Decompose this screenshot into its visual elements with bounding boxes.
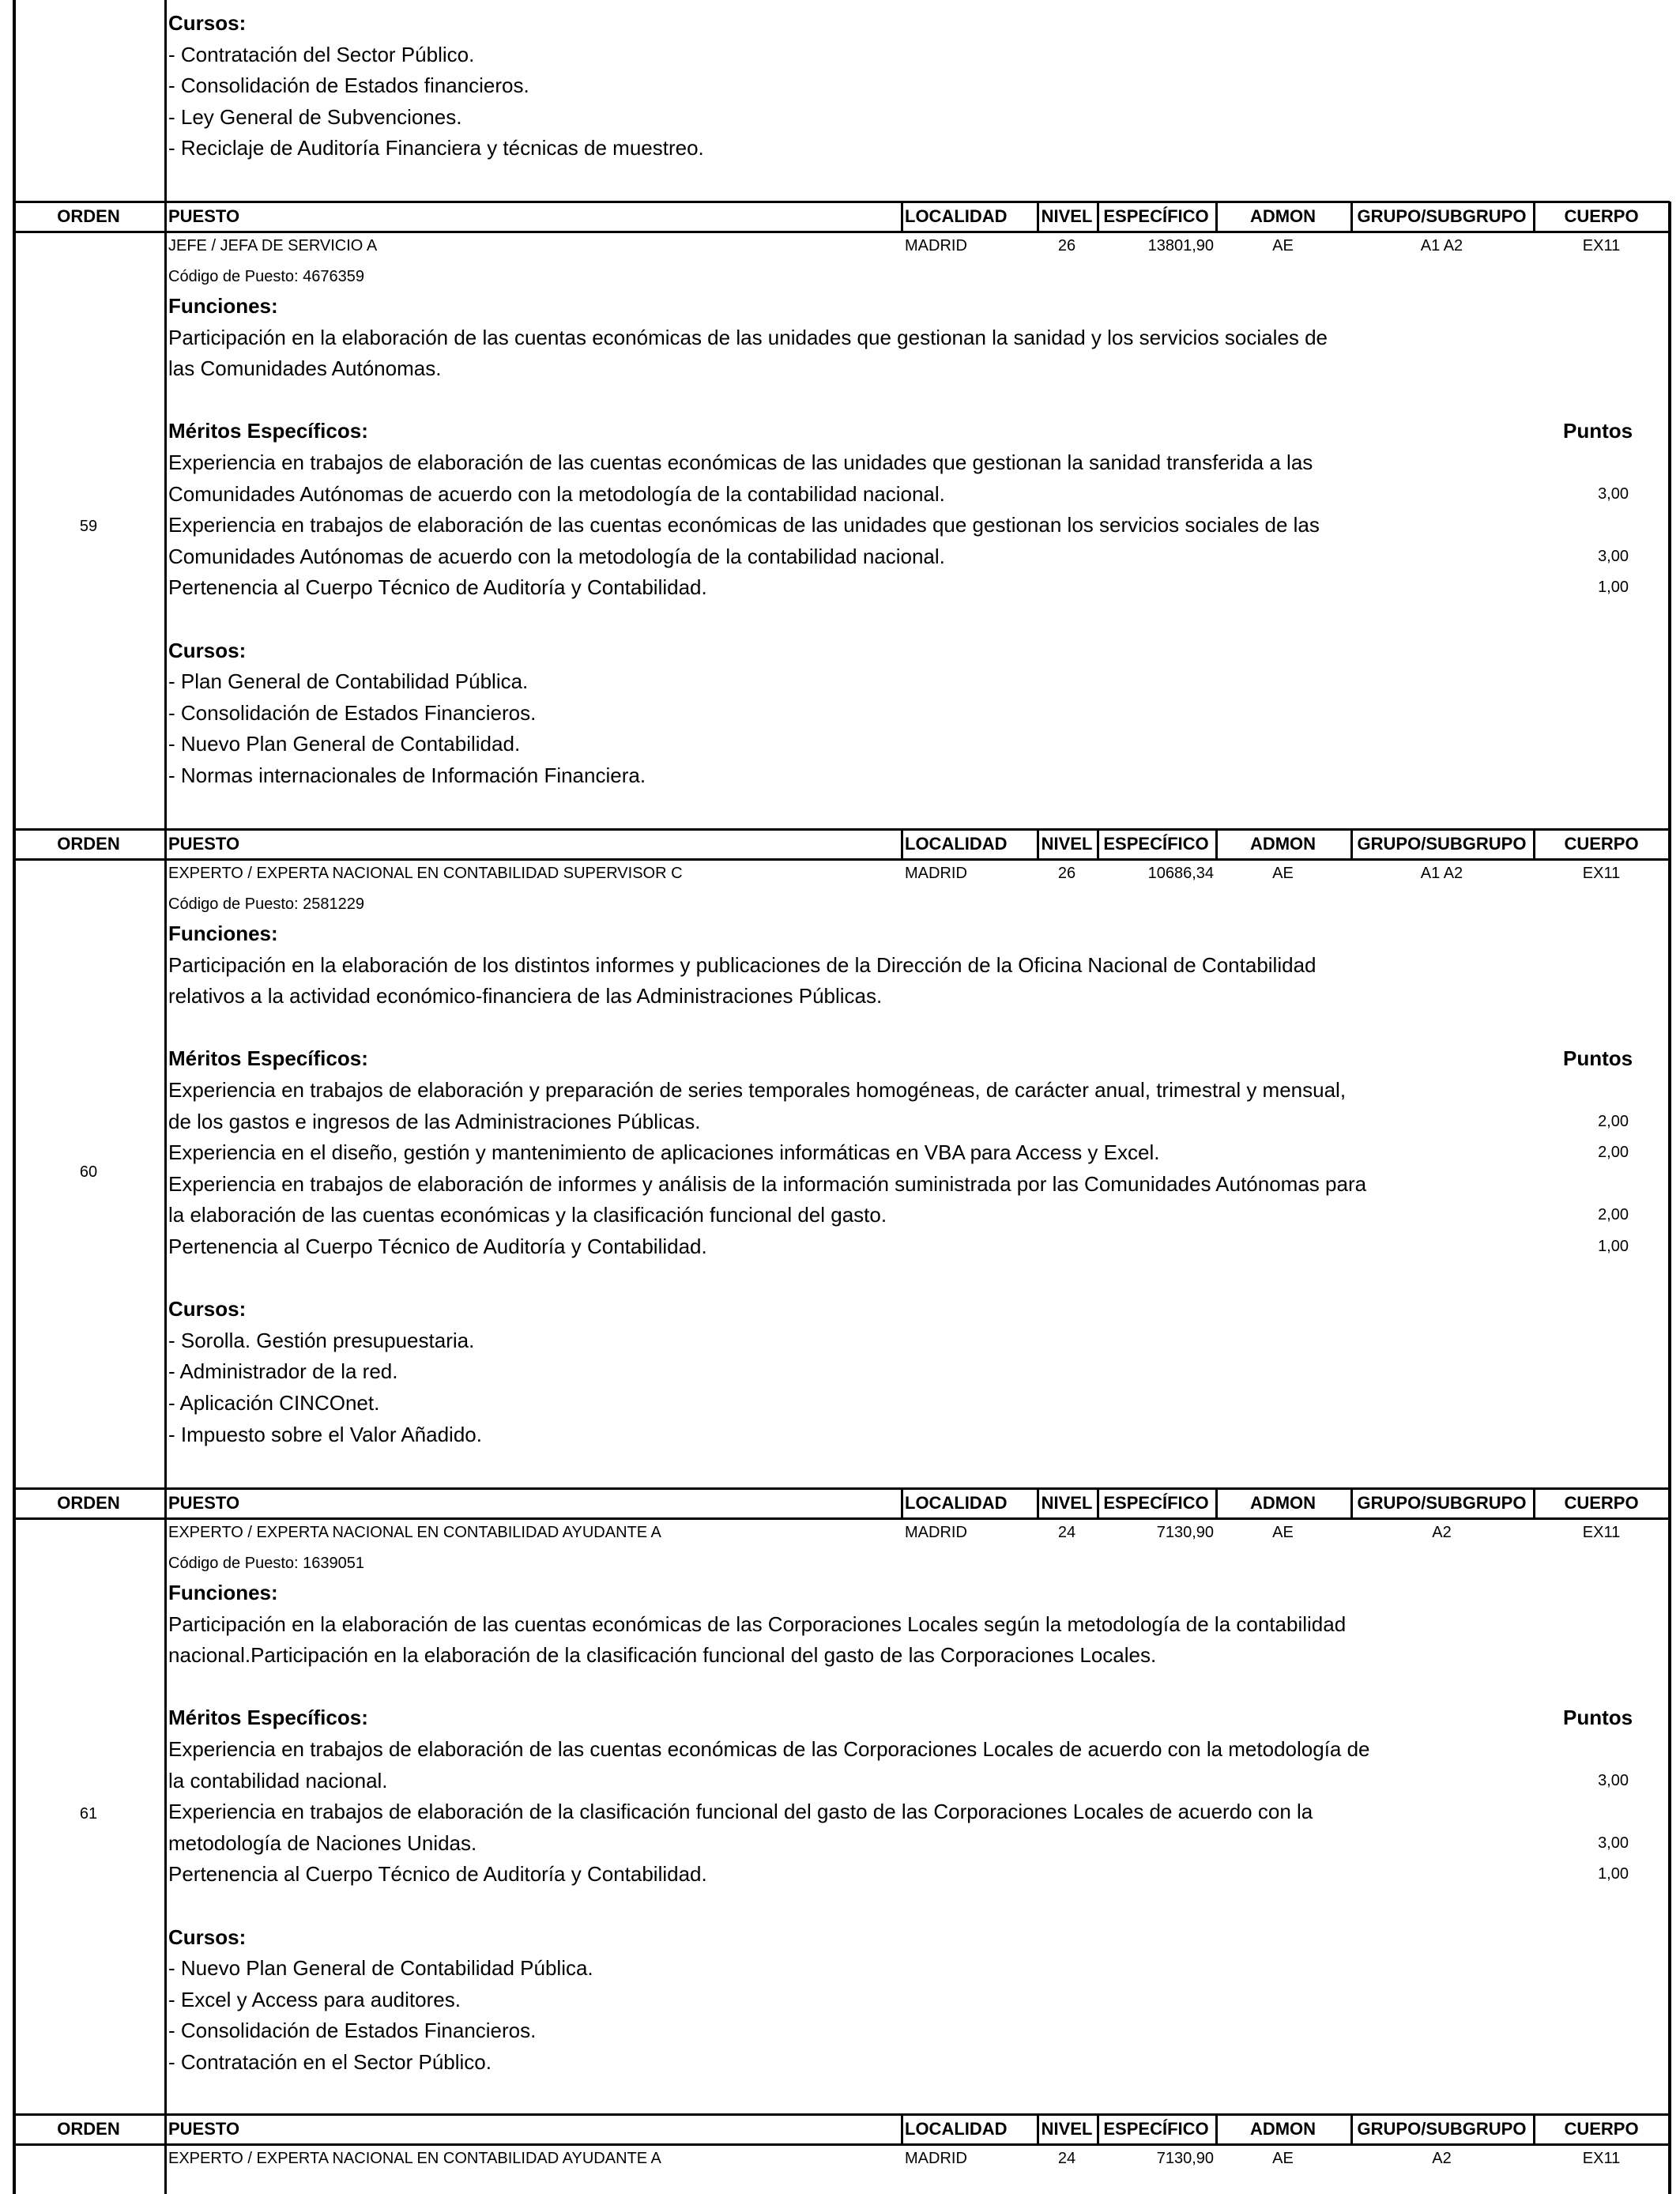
left-border	[13, 0, 16, 2194]
merito-line: Experiencia en trabajos de elaboración de informes y análisis de la información suministrada por las Comunidades Autónomas para	[168, 1171, 1367, 1196]
merito-line: Experiencia en trabajos de elaboración y preparación de series temporales homogéneas, de carácter anual, trimestral y mensual,	[168, 1078, 1347, 1102]
localidad-value: MADRID	[905, 1524, 967, 1541]
merito-line: Experiencia en trabajos de elaboración de las cuentas económicas de las Corporaciones Locales de acuerdo con la metodología de	[168, 1737, 1370, 1761]
curso-line: - Normas internacionales de Información Financiera.	[168, 763, 646, 787]
localidad-value: MADRID	[905, 237, 967, 254]
funciones-line: Participación en la elaboración de las cuentas económicas de las Corporaciones Locales según la metodología de la contabilidad	[168, 1612, 1347, 1636]
puntos-heading: Puntos	[1563, 1046, 1633, 1071]
merito-line: Comunidades Autónomas de acuerdo con la metodología de la contabilidad nacional.	[168, 481, 945, 506]
header-orden: ORDEN	[57, 1493, 120, 1513]
merito-line: Experiencia en el diseño, gestión y mantenimiento de aplicaciones informáticas en VBA para Access y Excel.	[168, 1140, 1160, 1165]
merito-line: la elaboración de las cuentas económicas y la clasificación funcional del gasto.	[168, 1203, 887, 1227]
orden-number: 60	[79, 1163, 98, 1181]
header-especifico: ESPECÍFICO	[1103, 1493, 1209, 1513]
nivel-value: 24	[1057, 1524, 1076, 1541]
header-cuerpo: CUERPO	[1564, 834, 1639, 854]
grupo-value: A2	[1432, 2150, 1452, 2167]
funciones-line: relativos a la actividad económico-financiera de las Administraciones Públicas.	[168, 984, 883, 1008]
puntos-value: 2,00	[1598, 1112, 1629, 1130]
curso-line: - Ley General de Subvenciones.	[168, 104, 462, 129]
header-localidad: LOCALIDAD	[905, 1493, 1008, 1513]
puntos-heading: Puntos	[1563, 419, 1633, 443]
cursos-heading: Cursos:	[168, 1924, 247, 1949]
curso-line: - Nuevo Plan General de Contabilidad Pública.	[168, 1956, 593, 1981]
header-nivel: NIVEL	[1041, 2119, 1093, 2139]
header-puesto: PUESTO	[168, 1493, 240, 1513]
localidad-value: MADRID	[905, 2150, 967, 2167]
header-especifico: ESPECÍFICO	[1103, 2119, 1209, 2139]
funciones-heading: Funciones:	[168, 922, 278, 945]
header-col-divider	[901, 828, 903, 860]
puntos-value: 3,00	[1598, 547, 1629, 565]
curso-line: - Contratación en el Sector Público.	[168, 2050, 492, 2074]
curso-line: - Impuesto sobre el Valor Añadido.	[168, 1422, 482, 1446]
header-bottom-rule	[13, 231, 1670, 233]
header-col-divider	[901, 2113, 903, 2145]
especifico-value: 7130,90	[1156, 1524, 1214, 1541]
header-cuerpo: CUERPO	[1564, 206, 1639, 226]
header-admon: ADMON	[1249, 2119, 1317, 2139]
header-nivel: NIVEL	[1041, 834, 1093, 854]
orden-number: 61	[79, 1805, 98, 1823]
header-grupo: GRUPO/SUBGRUPO	[1357, 206, 1527, 226]
header-localidad: LOCALIDAD	[905, 834, 1008, 854]
codigo-puesto: Código de Puesto: 1639051	[168, 1555, 364, 1572]
merito-line: Experiencia en trabajos de elaboración de las cuentas económicas de las unidades que gestionan los servicios sociales de las	[168, 513, 1320, 537]
puesto-title: EXPERTO / EXPERTA NACIONAL EN CONTABILIDAD AYUDANTE A	[168, 2150, 661, 2167]
document-table	[13, 0, 1670, 2194]
header-orden: ORDEN	[57, 2119, 120, 2139]
header-cuerpo: CUERPO	[1564, 1493, 1639, 1513]
merito-line: Experiencia en trabajos de elaboración de las cuentas económicas de las unidades que gestionan la sanidad transferida a las	[168, 450, 1313, 474]
header-puesto: PUESTO	[168, 834, 240, 854]
curso-line: - Consolidación de Estados Financieros.	[168, 700, 537, 725]
header-orden: ORDEN	[57, 834, 120, 854]
merito-line: Comunidades Autónomas de acuerdo con la metodología de la contabilidad nacional.	[168, 544, 945, 568]
grupo-value: A1 A2	[1420, 237, 1463, 254]
header-col-divider	[901, 201, 903, 232]
meritos-heading: Méritos Específicos:	[168, 1706, 368, 1730]
header-admon: ADMON	[1249, 1493, 1317, 1513]
funciones-line: Participación en la elaboración de las cuentas económicas de las unidades que gestionan la sanidad y los servicios sociales de	[168, 325, 1328, 349]
puntos-value: 3,00	[1598, 484, 1629, 503]
cuerpo-value: EX11	[1582, 2150, 1621, 2167]
funciones-heading: Funciones:	[168, 294, 278, 318]
header-orden: ORDEN	[57, 206, 120, 226]
cuerpo-value: EX11	[1582, 1524, 1621, 1541]
header-nivel: NIVEL	[1041, 206, 1093, 226]
header-grupo: GRUPO/SUBGRUPO	[1357, 2119, 1527, 2139]
meritos-heading: Méritos Específicos:	[168, 1046, 368, 1071]
header-bottom-rule	[13, 2143, 1670, 2146]
curso-line: - Plan General de Contabilidad Pública.	[168, 669, 529, 694]
nivel-value: 26	[1057, 237, 1076, 254]
admon-value: AE	[1272, 2150, 1294, 2167]
puesto-title: EXPERTO / EXPERTA NACIONAL EN CONTABILIDAD AYUDANTE A	[168, 1524, 661, 1541]
nivel-value: 24	[1057, 2150, 1076, 2167]
curso-line: - Reciclaje de Auditoría Financiera y técnicas de muestreo.	[168, 136, 704, 160]
curso-line: - Excel y Access para auditores.	[168, 1987, 461, 2011]
funciones-heading: Funciones:	[168, 1581, 278, 1604]
puntos-heading: Puntos	[1563, 1706, 1633, 1730]
especifico-value: 13801,90	[1147, 237, 1214, 254]
orden-number: 59	[79, 518, 98, 535]
cursos-heading: Cursos:	[168, 1297, 247, 1321]
header-grupo: GRUPO/SUBGRUPO	[1357, 1493, 1527, 1513]
curso-line: - Sorolla. Gestión presupuestaria.	[168, 1328, 475, 1352]
codigo-puesto: Código de Puesto: 4676359	[168, 268, 364, 285]
funciones-line: las Comunidades Autónomas.	[168, 356, 442, 381]
header-localidad: LOCALIDAD	[905, 2119, 1008, 2139]
puntos-value: 1,00	[1598, 1238, 1629, 1255]
header-bottom-rule	[13, 1517, 1670, 1520]
puesto-divider	[164, 0, 167, 2194]
curso-line: - Consolidación de Estados Financieros.	[168, 2019, 537, 2043]
header-especifico: ESPECÍFICO	[1103, 834, 1209, 854]
admon-value: AE	[1272, 237, 1294, 254]
header-puesto: PUESTO	[168, 206, 240, 226]
header-nivel: NIVEL	[1041, 1493, 1093, 1513]
grupo-value: A2	[1432, 1524, 1452, 1541]
especifico-value: 10686,34	[1147, 865, 1214, 882]
header-cuerpo: CUERPO	[1564, 2119, 1639, 2139]
curso-line: - Administrador de la red.	[168, 1359, 398, 1384]
curso-line: - Contratación del Sector Público.	[168, 42, 475, 66]
puesto-title: EXPERTO / EXPERTA NACIONAL EN CONTABILIDAD SUPERVISOR C	[168, 865, 683, 882]
cuerpo-value: EX11	[1582, 865, 1621, 882]
merito-line: Pertenencia al Cuerpo Técnico de Auditoría y Contabilidad.	[168, 575, 707, 600]
curso-line: - Nuevo Plan General de Contabilidad.	[168, 732, 521, 756]
puntos-value: 3,00	[1598, 1834, 1629, 1852]
puntos-value: 1,00	[1598, 579, 1629, 597]
curso-line: - Consolidación de Estados financieros.	[168, 74, 529, 98]
merito-line: Pertenencia al Cuerpo Técnico de Auditoría y Contabilidad.	[168, 1235, 707, 1258]
right-border	[1668, 202, 1671, 2194]
puntos-value: 3,00	[1598, 1771, 1629, 1789]
header-especifico: ESPECÍFICO	[1103, 206, 1209, 226]
merito-line: metodología de Naciones Unidas.	[168, 1830, 477, 1855]
cursos-heading: Cursos:	[168, 11, 247, 35]
cuerpo-value: EX11	[1582, 237, 1621, 254]
merito-line: Experiencia en trabajos de elaboración de la clasificación funcional del gasto de las Corporaciones Locales de acuerdo con la	[168, 1800, 1313, 1824]
admon-value: AE	[1272, 1524, 1294, 1541]
admon-value: AE	[1272, 865, 1294, 882]
merito-line: Pertenencia al Cuerpo Técnico de Auditoría y Contabilidad.	[168, 1862, 707, 1887]
cursos-heading: Cursos:	[168, 638, 247, 662]
header-admon: ADMON	[1249, 206, 1317, 226]
puntos-value: 2,00	[1598, 1144, 1629, 1162]
merito-line: la contabilidad nacional.	[168, 1768, 388, 1793]
puesto-title: JEFE / JEFA DE SERVICIO A	[168, 237, 378, 254]
funciones-line: Participación en la elaboración de los distintos informes y publicaciones de la Dirección de la Oficina Nacional de Contabilidad	[168, 952, 1317, 977]
header-admon: ADMON	[1249, 834, 1317, 854]
header-localidad: LOCALIDAD	[905, 206, 1008, 226]
funciones-line: nacional.Participación en la elaboración de la clasificación funcional del gasto de las Corporaciones Locales.	[168, 1643, 1157, 1668]
header-bottom-rule	[13, 858, 1670, 861]
localidad-value: MADRID	[905, 865, 967, 882]
grupo-value: A1 A2	[1420, 865, 1463, 882]
codigo-puesto: Código de Puesto: 2581229	[168, 895, 364, 913]
puntos-value: 2,00	[1598, 1206, 1629, 1224]
especifico-value: 7130,90	[1156, 2150, 1214, 2167]
header-col-divider	[901, 1487, 903, 1519]
header-grupo: GRUPO/SUBGRUPO	[1357, 834, 1527, 854]
meritos-heading: Méritos Específicos:	[168, 419, 368, 443]
nivel-value: 26	[1057, 865, 1076, 882]
curso-line: - Aplicación CINCOnet.	[168, 1391, 380, 1415]
puntos-value: 1,00	[1598, 1865, 1629, 1883]
merito-line: de los gastos e ingresos de las Administraciones Públicas.	[168, 1109, 701, 1133]
header-puesto: PUESTO	[168, 2119, 240, 2139]
